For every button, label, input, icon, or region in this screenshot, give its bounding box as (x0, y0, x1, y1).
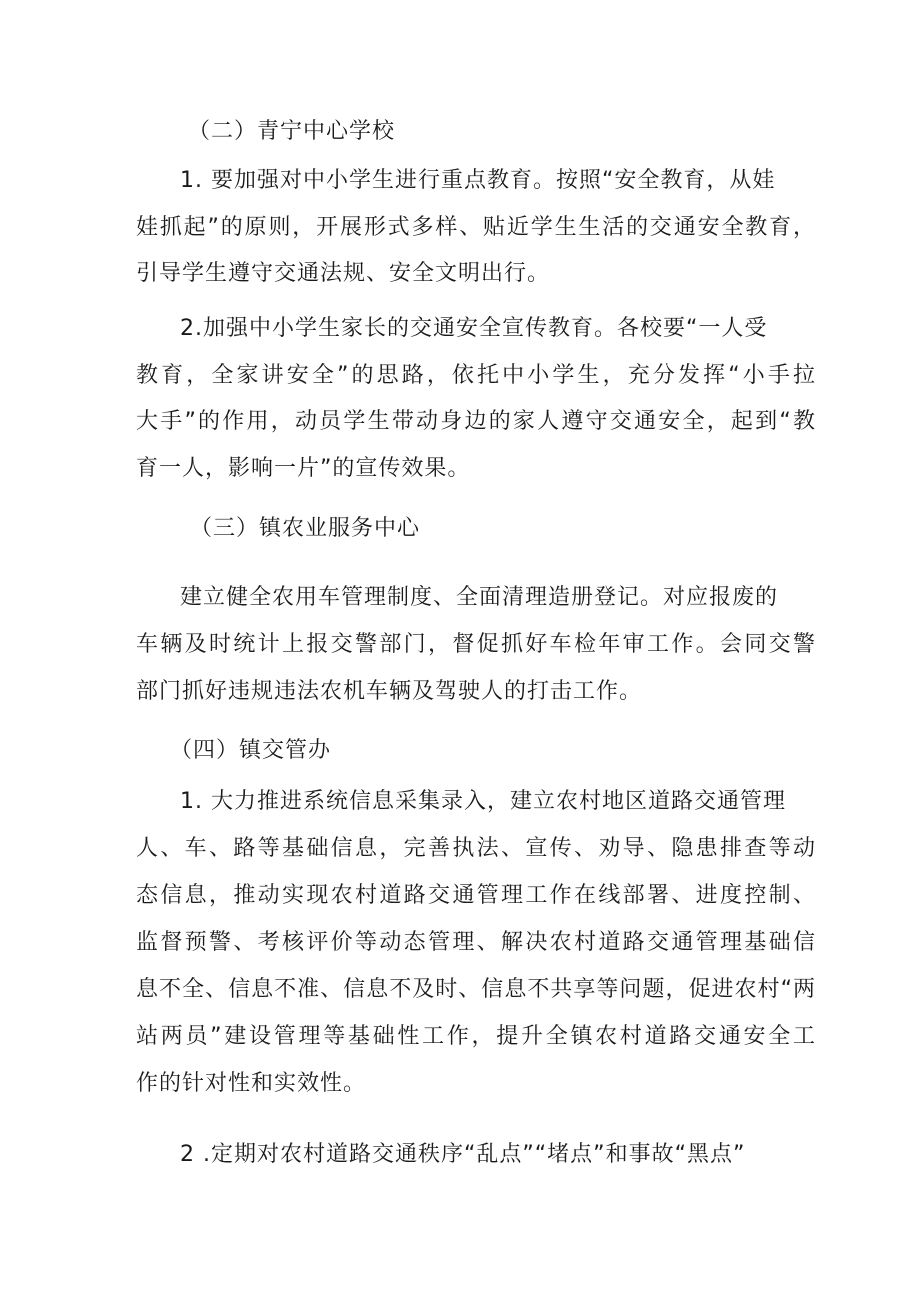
paragraph-line: 建立健全农用车管理制度、全面清理造册登记。对应报废的 (180, 585, 779, 610)
paragraph-line: 车辆及时统计上报交警部门，督促抓好车检年审工作。会同交警 (136, 632, 816, 657)
paragraph-line: 1. 大力推进系统信息采集录入，建立农村地区道路交通管理 (180, 789, 786, 814)
paragraph-line: 1. 要加强对中小学生进行重点教育。按照“安全教育，从娃 (180, 168, 776, 193)
section-heading-traffic-office: （四）镇交管办 (170, 738, 332, 763)
section-heading-qingning-school: （二）青宁中心学校 (188, 119, 396, 144)
paragraph-line: 2.加强中小学生家长的交通安全宣传教育。各校要“一人受 (180, 316, 768, 341)
section-heading-agriculture-center: （三）镇农业服务中心 (190, 516, 421, 541)
paragraph-line: 态信息，推动实现农村道路交通管理工作在线部署、进度控制、 (136, 883, 816, 908)
paragraph-line: 2 .定期对农村道路交通秩序“乱点”“堵点”和事故“黑点” (180, 1142, 746, 1167)
paragraph-line: 大手”的作用，动员学生带动身边的家人遵守交通安全，起到“教 (136, 409, 816, 434)
paragraph-line: 部门抓好违规违法农机车辆及驾驶人的打击工作。 (136, 679, 643, 704)
paragraph-line: 作的针对性和实效性。 (136, 1071, 367, 1096)
paragraph-line: 监督预警、考核评价等动态管理、解决农村道路交通管理基础信 (136, 930, 816, 955)
paragraph-line: 娃抓起”的原则，开展形式多样、贴近学生生活的交通安全教育， (136, 215, 816, 240)
paragraph-line: 育一人，影响一片”的宣传效果。 (136, 456, 471, 481)
paragraph-line: 人、车、路等基础信息，完善执法、宣传、劝导、隐患排查等动 (136, 836, 816, 861)
paragraph-line: 教育，全家讲安全”的思路，依托中小学生，充分发挥“小手拉 (136, 363, 816, 388)
paragraph-line: 息不全、信息不准、信息不及时、信息不共享等问题，促进农村“两 (136, 977, 816, 1002)
paragraph-line: 引导学生遵守交通法规、安全文明出行。 (136, 261, 551, 286)
paragraph-line: 站两员”建设管理等基础性工作，提升全镇农村道路交通安全工 (136, 1024, 816, 1049)
